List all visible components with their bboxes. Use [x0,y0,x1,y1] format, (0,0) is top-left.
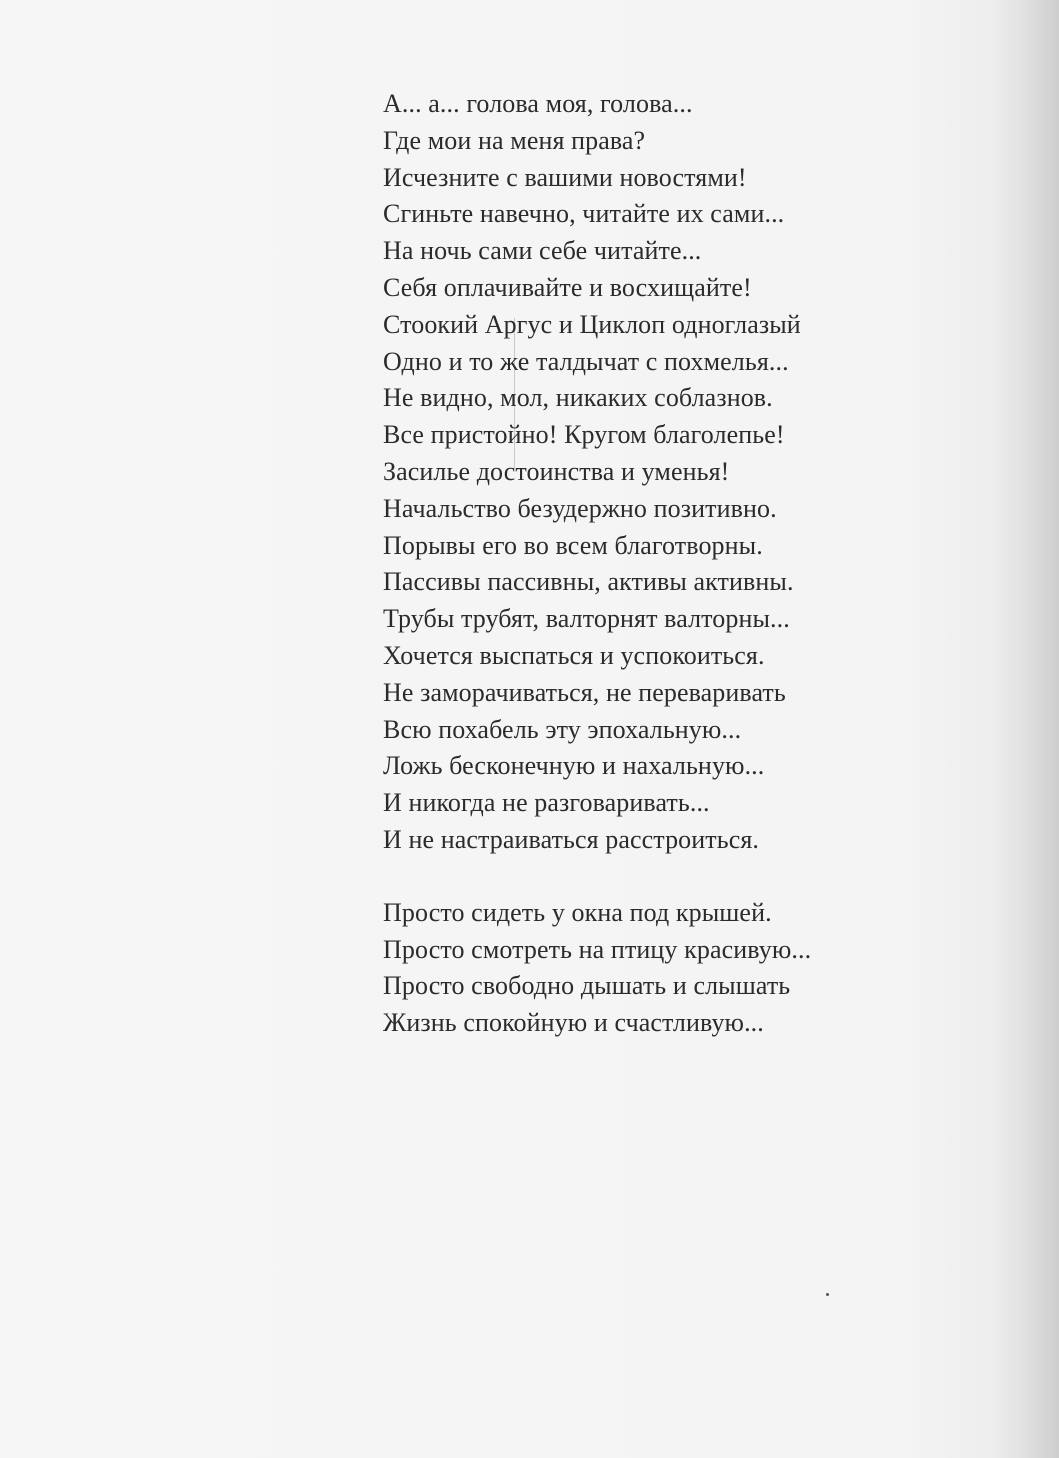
poem-line: Всю похабель эту эпохальную... [383,714,742,744]
poem-line: На ночь сами себе читайте... [383,236,702,266]
poem-line: Жизнь спокойную и счастливую... [383,1008,764,1038]
poem-line: Начальство безудержно позитивно. [383,493,777,523]
poem-line: Где мои на меня права? [383,125,646,155]
poem-line: Просто свободно дышать и слышать [383,971,791,1001]
dust-speck [826,1293,829,1296]
poem-line: Не видно, мол, никаких соблазнов. [383,383,773,413]
poem-line: Исчезните с вашими новостями! [383,162,747,192]
stanza-1 [383,86,943,859]
poem-line: Засилье достоинства и уменья! [383,456,730,486]
poem-line: Хочется выспаться и успокоиться. [383,640,765,670]
poem-line: Не заморачиваться, не переваривать [383,677,786,707]
poem-line: А... а... голова моя, голова... [383,89,693,118]
poem-line: Просто смотреть на птицу красивую... [383,934,812,964]
poem-line: Порывы его во всем благотворны. [383,530,763,560]
poem-line: Стоокий Аргус и Циклоп одноглазый [383,309,801,339]
poem-line: Трубы трубят, валторнят валторны... [383,604,790,634]
poem [383,86,943,1042]
poem-line: Себя оплачивайте и восхищайте! [383,272,752,302]
poem-line: Одно и то же талдычат с похмелья... [383,346,789,376]
poem-line: Все пристойно! Кругом благолепье! [383,420,785,450]
poem-line: Просто сидеть у окна под крышей. [383,897,772,927]
page-gutter-shadow [989,0,1059,1458]
poem-line: Сгиньте навечно, читайте их сами... [383,199,785,229]
poem-line: И не настраиваться расстроиться. [383,824,760,854]
poem-line: И никогда не разговаривать... [383,788,710,818]
stanza-2 [383,895,943,1042]
poem-line: Пассивы пассивны, активы активны. [383,567,794,597]
poem-line: Ложь бесконечную и нахальную... [383,751,765,781]
